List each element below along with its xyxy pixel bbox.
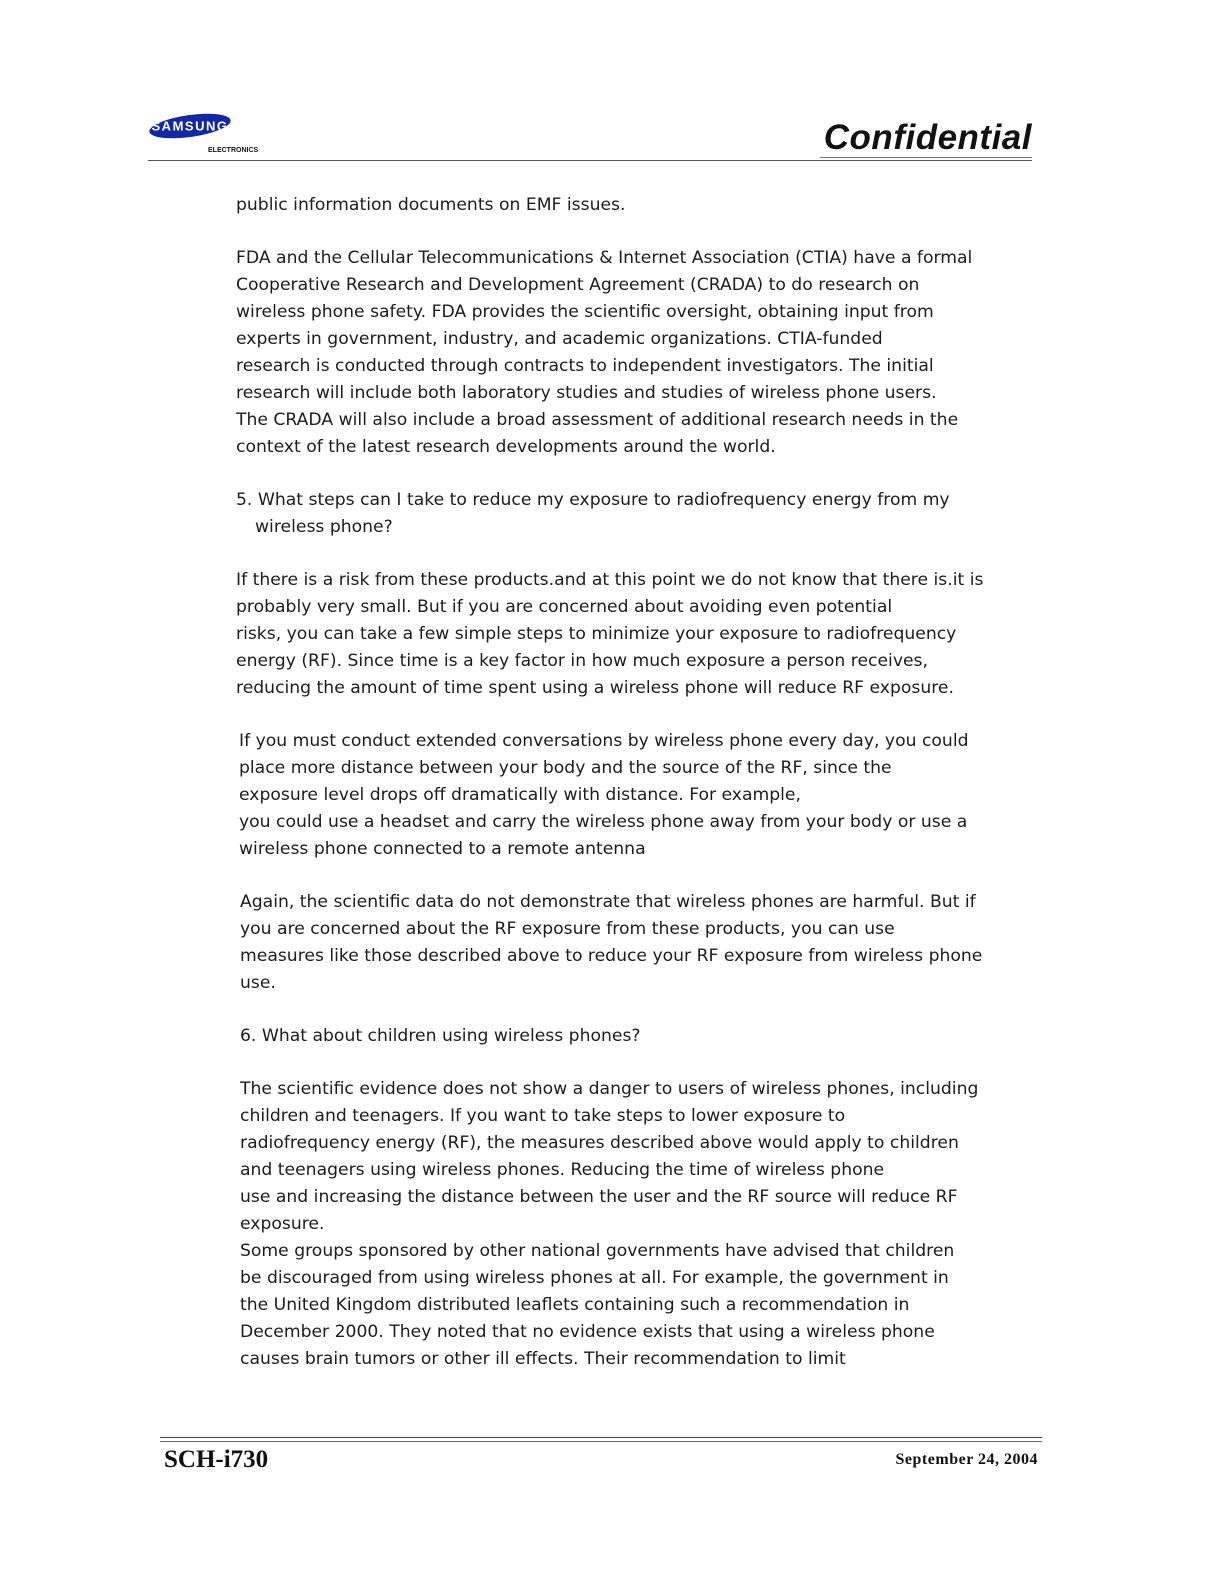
- confidential-label: Confidential: [823, 118, 1032, 157]
- paragraph-emf-docs: [236, 192, 996, 219]
- text-line: reducing the amount of time spent using a wireless phone will reduce RF exposure.: [236, 678, 954, 698]
- text-line: If you must conduct extended conversations by wireless phone every day, you could: [239, 731, 969, 751]
- text-line: risks, you can take a few simple steps to minimize your exposure to radiofrequency: [236, 624, 957, 644]
- text-line: children and teenagers. If you want to take steps to lower exposure to: [240, 1106, 846, 1126]
- model-number: SCH-i730: [164, 1446, 269, 1473]
- text-line: use.: [240, 973, 276, 993]
- text-line: you could use a headset and carry the wireless phone away from your body or use a: [239, 812, 968, 832]
- logo-wordmark: SAMSUNG: [151, 118, 229, 134]
- text-line: FDA and the Cellular Telecommunications & Internet Association (CTIA) have a formal: [236, 248, 973, 268]
- header-rule-accent: [820, 157, 1032, 158]
- text-line: wireless phone safety. FDA provides the scientific oversight, obtaining input from: [236, 302, 934, 322]
- text-line: If there is a risk from these products.and at this point we do not know that there is.it is: [236, 570, 984, 590]
- text-line: causes brain tumors or other ill effects. Their recommendation to limit: [240, 1349, 846, 1369]
- text-line: wireless phone connected to a remote antenna: [239, 839, 646, 859]
- document-date: September 24, 2004: [895, 1451, 1038, 1468]
- text-line: context of the latest research developments around the world.: [236, 437, 776, 457]
- text-line: research is conducted through contracts to independent investigators. The initial: [236, 356, 934, 376]
- text-line: probably very small. But if you are concerned about avoiding even potential: [236, 597, 893, 617]
- text-line: radiofrequency energy (RF), the measures described above would apply to children: [240, 1133, 959, 1153]
- paragraph-children: [236, 1076, 996, 1238]
- paragraph-crada: [236, 245, 996, 461]
- text-line: you are concerned about the RF exposure from these products, you can use: [240, 919, 895, 939]
- text-line: be discouraged from using wireless phones at all. For example, the government in: [240, 1268, 949, 1288]
- text-line: The scientific evidence does not show a danger to users of wireless phones, including: [240, 1079, 979, 1099]
- text-line: experts in government, industry, and academic organizations. CTIA-funded: [236, 329, 883, 349]
- question-5: [236, 487, 996, 541]
- logo-subtext: ELECTRONICS: [208, 147, 259, 154]
- text-line: 5. What steps can I take to reduce my exposure to radiofrequency energy from my: [236, 490, 950, 510]
- footer-rule: [160, 1437, 1042, 1438]
- text-line: measures like those described above to reduce your RF exposure from wireless phone: [240, 946, 983, 966]
- text-line: wireless phone?: [255, 517, 393, 537]
- paragraph-uk: [236, 1238, 996, 1373]
- paragraph-risk: [236, 567, 996, 702]
- page-header: [148, 100, 1032, 164]
- text-line: the United Kingdom distributed leaflets containing such a recommendation in: [240, 1295, 910, 1315]
- text-line: 6. What about children using wireless phones?: [240, 1026, 641, 1046]
- text-line: Some groups sponsored by other national governments have advised that children: [240, 1241, 955, 1261]
- text-line: and teenagers using wireless phones. Reducing the time of wireless phone: [240, 1160, 885, 1180]
- text-line: research will include both laboratory studies and studies of wireless phone users.: [236, 383, 937, 403]
- text-line: Cooperative Research and Development Agreement (CRADA) to do research on: [236, 275, 920, 295]
- text-line: energy (RF). Since time is a key factor in how much exposure a person receives,: [236, 651, 928, 671]
- text-line: use and increasing the distance between the user and the RF source will reduce RF: [240, 1187, 958, 1207]
- footer-rule-secondary: [160, 1441, 1042, 1442]
- text-line: exposure level drops off dramatically with distance. For example,: [239, 785, 801, 805]
- text-line: December 2000. They noted that no evidence exists that using a wireless phone: [240, 1322, 935, 1342]
- question-6: [236, 1023, 996, 1050]
- paragraph-again: [236, 889, 996, 997]
- paragraph-distance: [236, 728, 996, 863]
- samsung-electronics-logo: [148, 112, 288, 160]
- header-rule: [148, 160, 1032, 161]
- document-body: [236, 192, 996, 1399]
- text-line: place more distance between your body and the source of the RF, since the: [239, 758, 892, 778]
- text-line: exposure.: [240, 1214, 325, 1234]
- text-line: public information documents on EMF issues.: [236, 195, 626, 215]
- text-line: Again, the scientific data do not demonstrate that wireless phones are harmful. But if: [240, 892, 976, 912]
- text-line: The CRADA will also include a broad assessment of additional research needs in the: [236, 410, 959, 430]
